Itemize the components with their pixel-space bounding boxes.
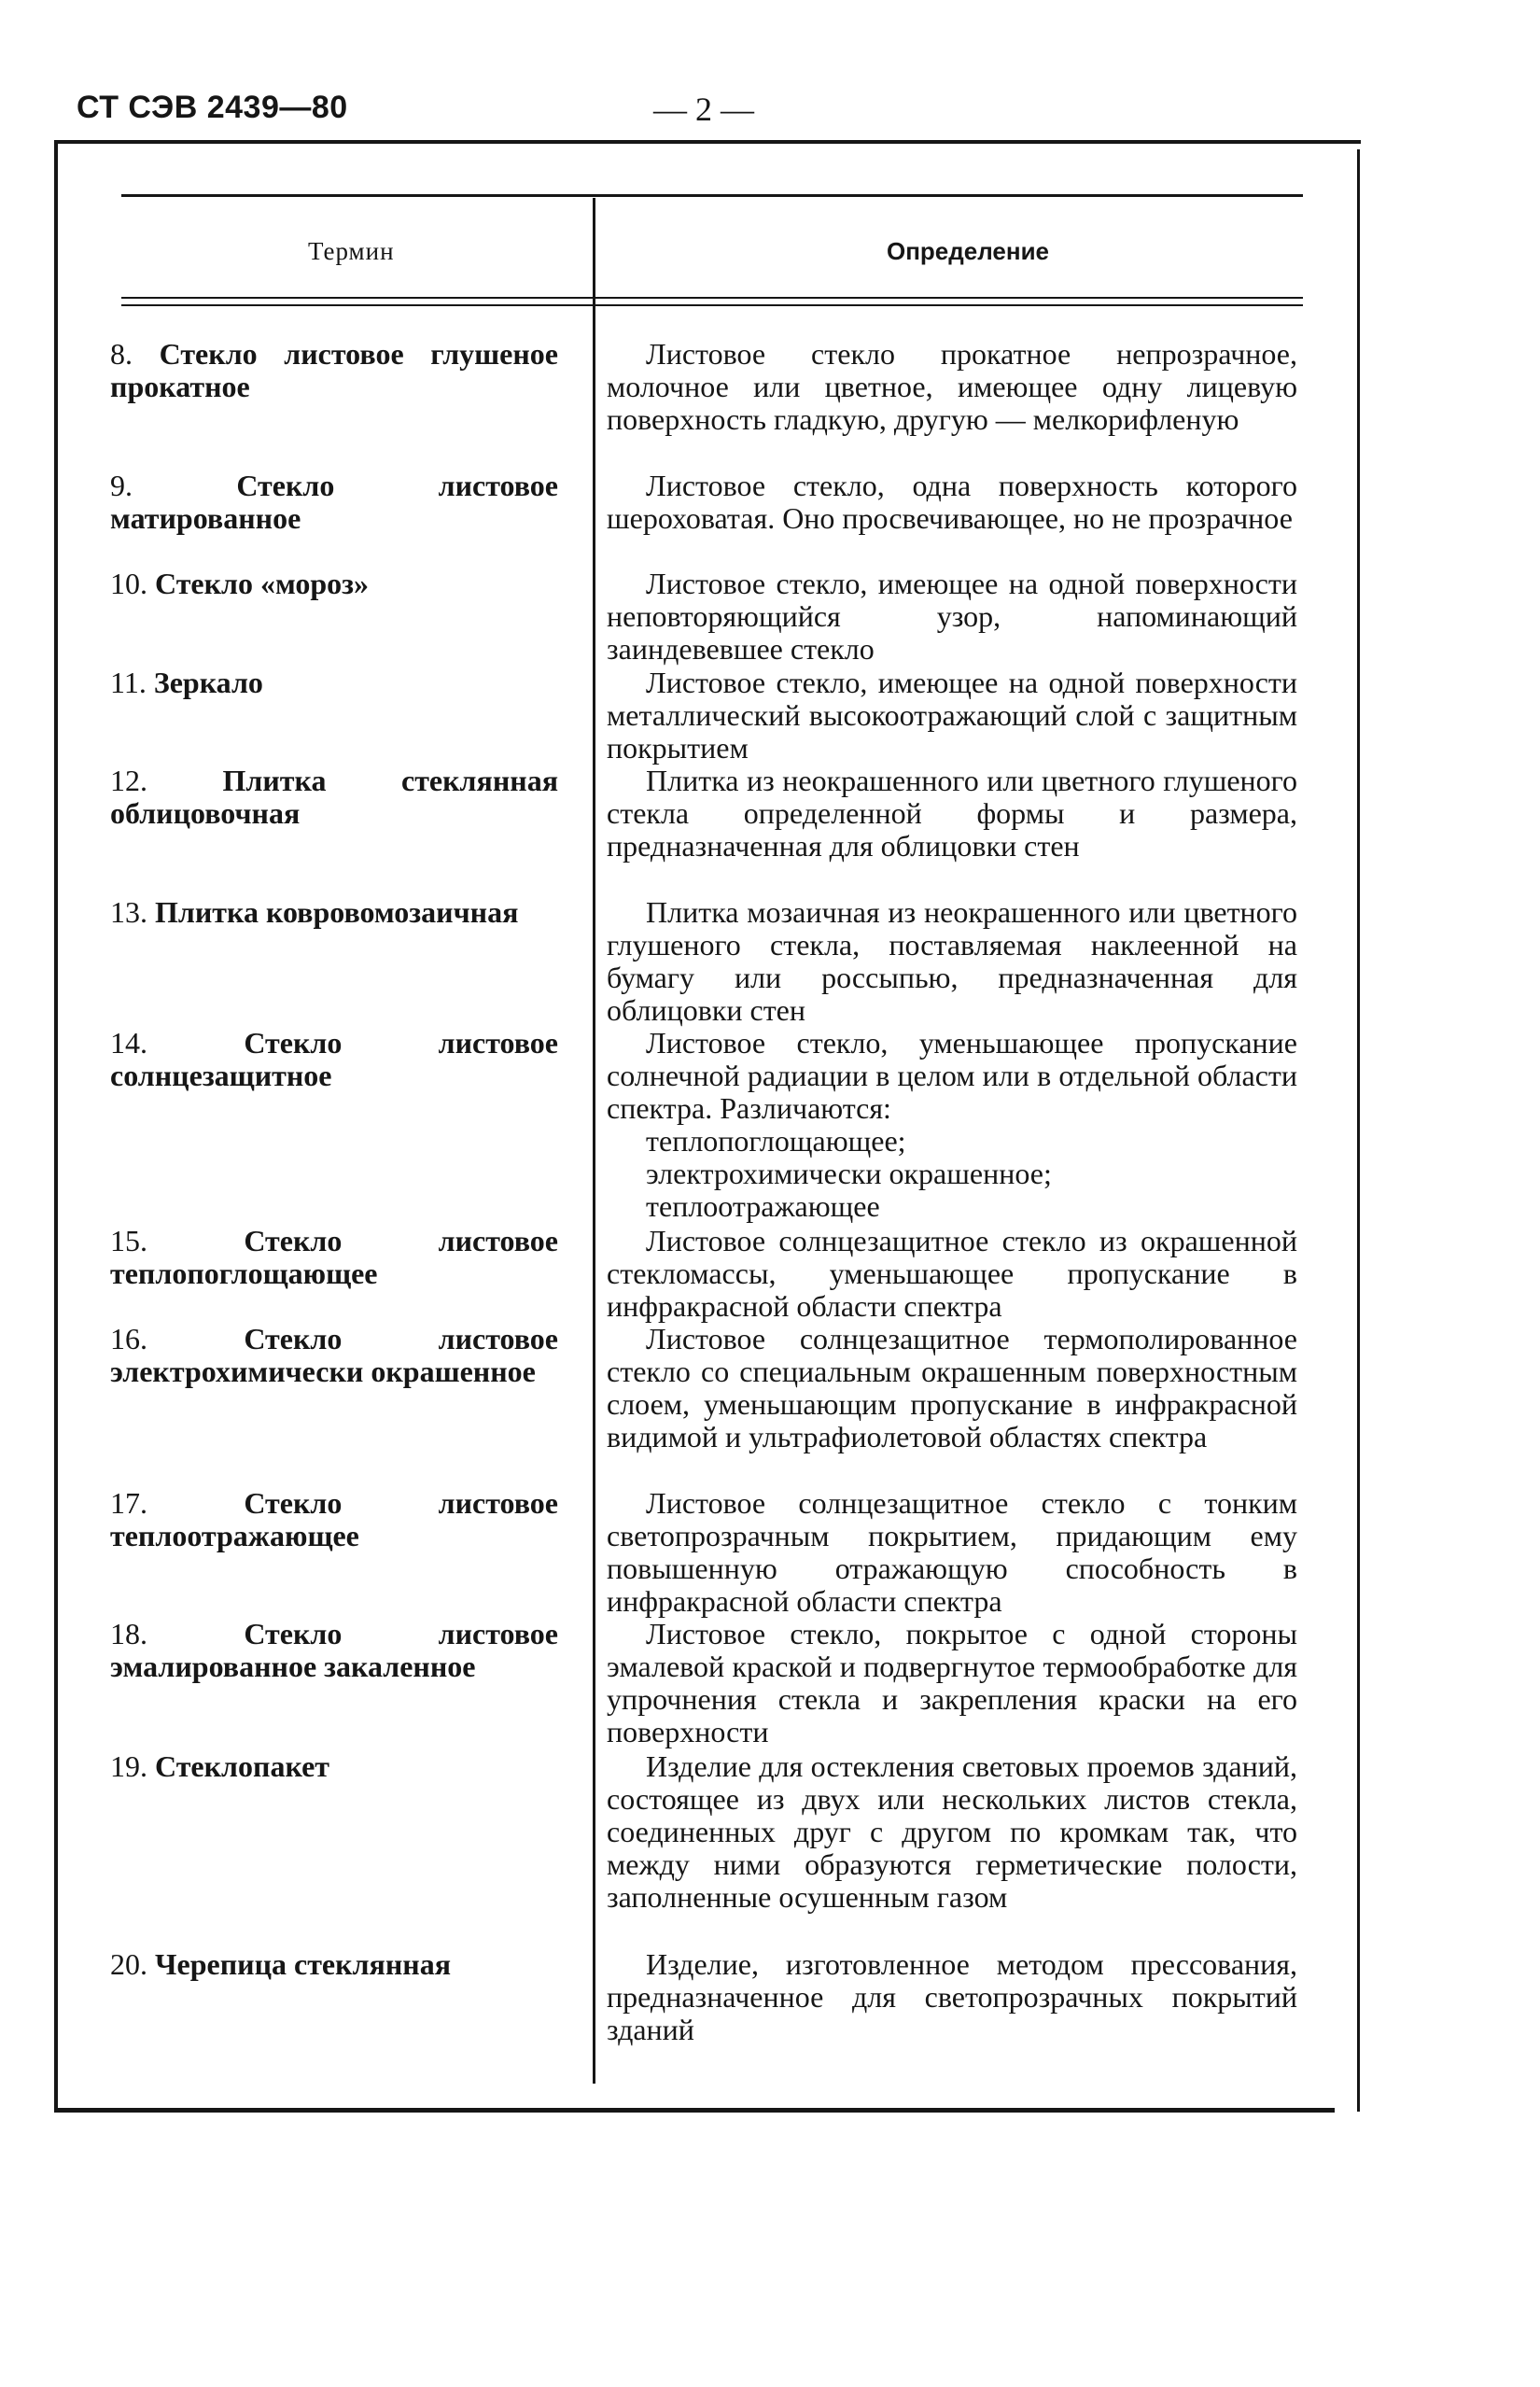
definition-cell: Листовое солнцезащитное термополированное стекло со специальным окрашенным поверхностным слоем, уменьшающим пропускание в инфракрасной видимой и ультрафиолетовой областях спектра xyxy=(607,1322,1297,1453)
definition-cell: Листовое стекло, одна поверхность которого шероховатая. Оно просвечивающее, но не прозрачное xyxy=(607,469,1297,535)
term-text: Плитка ковровомозаичная xyxy=(155,895,519,929)
term-number: 13. xyxy=(110,895,147,929)
term-number: 19. xyxy=(110,1749,147,1783)
term-number: 14. xyxy=(110,1026,147,1060)
table-header-bottom-rule xyxy=(121,297,1303,299)
term-text: Стекло листовое электрохимически окрашенное xyxy=(110,1322,559,1388)
term-cell xyxy=(110,338,558,403)
definition-cell xyxy=(607,1027,1297,1223)
term-cell xyxy=(110,1027,558,1092)
term-number: 10. xyxy=(110,567,147,600)
definition-cell: Листовое стекло, имеющее на одной поверхности неповторяющийся узор, напоминающий заиндевевшее стекло xyxy=(607,567,1297,666)
term-cell xyxy=(110,1618,558,1683)
definition-cell: Листовое солнцезащитное стекло с тонким светопрозрачным покрытием, придающим ему повышенную отражающую способность в инфракрасной области спектра xyxy=(607,1486,1297,1618)
term-text: Стекло листовое солнцезащитное xyxy=(110,1026,559,1092)
frame-top-rule xyxy=(54,140,1361,144)
definition-subitem: теплоотражающее xyxy=(646,1189,880,1223)
definition-cell: Листовое стекло, покрытое с одной стороны эмалевой краской и подвергнутое термообработке для упрочнения стекла и закрепления краски на его поверхности xyxy=(607,1617,1297,1748)
page-number: — 2 — xyxy=(653,91,754,128)
term-text: Стекло листовое теплопоглощающее xyxy=(110,1224,559,1290)
term-number: 18. xyxy=(110,1617,147,1650)
column-divider xyxy=(593,198,595,2084)
term-number: 16. xyxy=(110,1322,147,1355)
standard-code: СТ СЭВ 2439—80 xyxy=(77,90,348,125)
term-text: Стекло листовое эмалированное закаленное xyxy=(110,1617,559,1683)
definition-text: Листовое стекло, уменьшающее пропускание солнечной радиации в целом или в отдельной области спектра. Различаются: xyxy=(607,1026,1297,1125)
definition-cell: Изделие для остекления световых проемов зданий, состоящее из двух или нескольких листов стекла, соединенных друг с другом по кромкам так, что между ними образуются герметические полости, заполненные осушенным газом xyxy=(607,1749,1297,1914)
definition-cell: Плитка мозаичная из неокрашенного или цветного глушеного стекла, поставляемая наклеенной на бумагу или россыпью, предназначенная для облицовки стен xyxy=(607,895,1297,1027)
term-text: Стекло листовое глушеное прокатное xyxy=(110,337,558,403)
term-cell xyxy=(110,765,558,830)
term-text: Стекло «мороз» xyxy=(155,567,370,600)
frame-left-rule xyxy=(54,140,58,2112)
column-header-term: Термин xyxy=(308,237,395,265)
term-cell xyxy=(110,470,558,535)
term-text: Стекло листовое матированное xyxy=(110,469,559,535)
term-cell xyxy=(110,896,558,929)
term-text: Стеклопакет xyxy=(155,1749,329,1783)
term-text: Плитка стеклянная облицовочная xyxy=(110,764,558,830)
term-cell xyxy=(110,667,558,699)
term-cell xyxy=(110,1948,558,1981)
definition-cell: Листовое солнцезащитное стекло из окрашенной стекломассы, уменьшающее пропускание в инфракрасной области спектра xyxy=(607,1224,1297,1323)
table-header-top-rule xyxy=(121,194,1303,197)
term-text: Стекло листовое теплоотражающее xyxy=(110,1486,559,1552)
term-cell xyxy=(110,568,558,600)
term-text: Черепица стеклянная xyxy=(155,1947,452,1981)
table-header-bottom-rule-double xyxy=(121,304,1303,306)
term-number: 9. xyxy=(110,469,133,502)
definition-cell: Плитка из неокрашенного или цветного глушеного стекла определенной формы и размера, предназначенная для облицовки стен xyxy=(607,764,1297,863)
term-number: 15. xyxy=(110,1224,147,1257)
term-number: 8. xyxy=(110,337,133,371)
frame-bottom-rule xyxy=(54,2108,1335,2113)
definition-subitem: электрохимически окрашенное; xyxy=(646,1157,1052,1190)
definition-cell: Листовое стекло, имеющее на одной поверхности металлический высокоотражающий слой с защитным покрытием xyxy=(607,666,1297,765)
term-text: Зеркало xyxy=(153,666,263,699)
definition-cell: Листовое стекло прокатное непрозрачное, молочное или цветное, имеющее одну лицевую поверхность гладкую, другую — мелкорифленую xyxy=(607,337,1297,436)
definition-subitem: теплопоглощающее; xyxy=(646,1124,906,1158)
term-number: 12. xyxy=(110,764,147,797)
term-number: 11. xyxy=(110,666,147,699)
term-number: 20. xyxy=(110,1947,147,1981)
term-cell xyxy=(110,1323,558,1388)
term-cell xyxy=(110,1225,558,1290)
frame-right-rule xyxy=(1357,149,1360,2112)
definition-cell: Изделие, изготовленное методом прессования, предназначенное для светопрозрачных покрытий зданий xyxy=(607,1947,1297,2046)
term-number: 17. xyxy=(110,1486,147,1520)
column-header-definition: Определение xyxy=(887,237,1050,265)
term-cell xyxy=(110,1487,558,1552)
term-cell xyxy=(110,1750,558,1783)
